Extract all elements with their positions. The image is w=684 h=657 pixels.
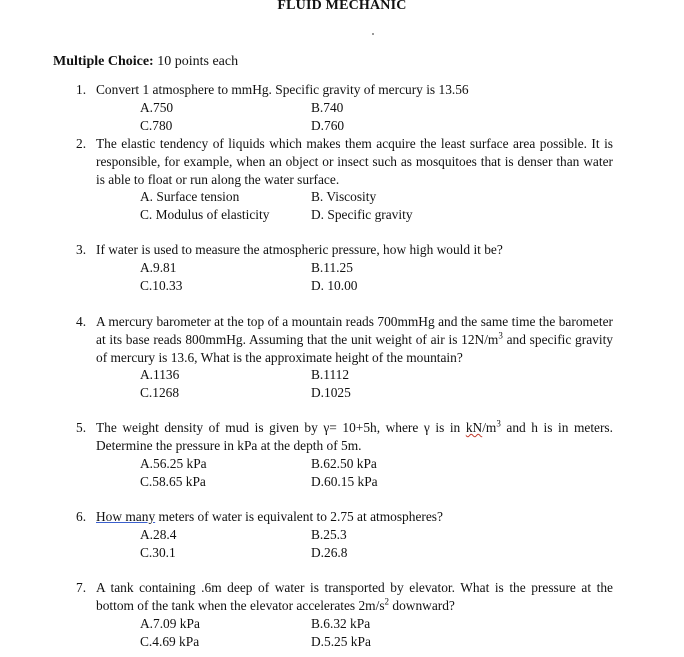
- text-part: A tank containing .6m deep of water is transported by elevator. What is the pressure at the bottom of the tank when the elevator accelerates 2m/s: [96, 580, 613, 613]
- question-1: [76, 81, 613, 99]
- question-text: The elastic tendency of liquids which makes them acquire the least surface area possible. It is responsible, for example, when an object or insect such as mosquitoes that is denser than water is able to float or run along the water surface.: [96, 136, 613, 187]
- option-a: A.1136: [140, 367, 180, 382]
- stray-dot: [372, 33, 374, 35]
- option-a: A. Surface tension: [140, 189, 240, 204]
- section-label: Multiple Choice:: [53, 54, 154, 69]
- option-b: B.1112: [311, 367, 350, 382]
- section-points: 10 points each: [153, 54, 239, 69]
- option-c: C.780: [140, 118, 173, 133]
- question-number: 2.: [76, 136, 87, 151]
- option-d: D.760: [311, 118, 345, 133]
- text-part: A mercury barometer at the top of a mountain reads 700mmHg and the same time the barometer at its base reads 800mmHg. Assuming that the unit weight of air is 12N/m: [96, 314, 613, 347]
- question-number: 3.: [76, 242, 87, 257]
- question-2: [76, 135, 613, 189]
- question-5: [76, 419, 613, 455]
- question-6: [76, 508, 613, 526]
- text-part: and h is in meters. Determine the pressure in kPa at the depth of 5m.: [96, 420, 613, 453]
- superscript: 3: [498, 330, 503, 341]
- option-a: A.9.81: [140, 260, 177, 275]
- question-text: If water is used to measure the atmospheric pressure, how high would it be?: [96, 242, 503, 257]
- option-c: C. Modulus of elasticity: [140, 207, 270, 222]
- superscript: 3: [496, 418, 501, 429]
- question-text: [96, 419, 613, 455]
- text-part: and specific gravity of mercury is 13.6, What is the approximate height of the mountain?: [96, 332, 613, 365]
- question-number: 7.: [76, 580, 87, 595]
- text-part: downward?: [389, 598, 455, 613]
- text-part: The weight density of mud is given by γ= 10+5h, where γ is in: [96, 420, 466, 435]
- option-d: D.5.25 kPa: [311, 634, 371, 649]
- option-c: C.30.1: [140, 545, 176, 560]
- option-a: A.56.25 kPa: [140, 456, 207, 471]
- option-c: C.1268: [140, 385, 180, 400]
- option-d: D. 10.00: [311, 278, 358, 293]
- question-number: 4.: [76, 314, 87, 329]
- option-b: B.6.32 kPa: [311, 616, 371, 631]
- underlined-text: How many: [96, 509, 156, 524]
- question-number: 5.: [76, 420, 87, 435]
- option-c: C.58.65 kPa: [140, 474, 206, 489]
- spellcheck-word: kN: [465, 420, 483, 435]
- option-d: D.60.15 kPa: [311, 474, 378, 489]
- option-c: C.4.69 kPa: [140, 634, 200, 649]
- question-number: 1.: [76, 82, 87, 97]
- option-b: B.11.25: [311, 260, 353, 275]
- question-3: [76, 241, 613, 259]
- question-number: 6.: [76, 509, 87, 524]
- option-b: B.62.50 kPa: [311, 456, 377, 471]
- text-part: /m: [482, 420, 497, 435]
- document-title: FLUID MECHANIC: [277, 0, 407, 13]
- option-b: B.25.3: [311, 527, 347, 542]
- superscript: 2: [384, 596, 390, 607]
- option-d: D.26.8: [311, 545, 348, 560]
- option-b: B. Viscosity: [311, 189, 377, 204]
- section-heading: [53, 54, 238, 70]
- option-a: A.28.4: [140, 527, 177, 542]
- question-4: [76, 313, 613, 367]
- option-b: B.740: [311, 100, 344, 115]
- option-a: A.750: [140, 100, 174, 115]
- option-d: D.1025: [311, 385, 351, 400]
- option-c: C.10.33: [140, 278, 183, 293]
- question-text: [96, 508, 613, 526]
- option-a: A.7.09 kPa: [140, 616, 200, 631]
- text-part: meters of water is equivalent to 2.75 at atmospheres?: [155, 509, 443, 524]
- question-text: [96, 313, 613, 367]
- option-d: D. Specific gravity: [311, 207, 413, 222]
- question-7: [76, 579, 613, 615]
- question-text: [96, 579, 613, 615]
- question-text: Convert 1 atmosphere to mmHg. Specific gravity of mercury is 13.56: [96, 82, 469, 97]
